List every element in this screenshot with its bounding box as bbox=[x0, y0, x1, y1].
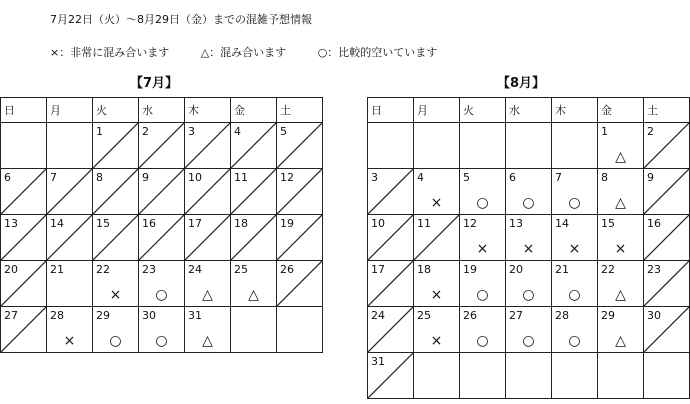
day-cell bbox=[231, 169, 277, 215]
weekday-label: 土 bbox=[280, 104, 291, 117]
crowd-level-mark: △ bbox=[615, 149, 626, 165]
day-cell bbox=[368, 261, 414, 307]
weekday-header bbox=[231, 98, 277, 123]
empty-cell bbox=[414, 353, 460, 399]
empty-cell bbox=[277, 307, 323, 353]
day-cell bbox=[414, 215, 460, 261]
day-number: 12 bbox=[463, 217, 477, 230]
crowd-level-mark: × bbox=[430, 287, 443, 303]
weekday-header bbox=[93, 98, 139, 123]
day-cell bbox=[93, 169, 139, 215]
crowd-level-mark: △ bbox=[615, 195, 626, 211]
weekday-header bbox=[598, 98, 644, 123]
day-number: 29 bbox=[601, 309, 615, 322]
day-cell bbox=[460, 261, 506, 307]
weekday-header-row bbox=[1, 98, 323, 123]
crowd-level-mark: △ bbox=[248, 287, 259, 303]
day-cell bbox=[506, 261, 552, 307]
day-cell bbox=[644, 261, 690, 307]
day-cell bbox=[460, 169, 506, 215]
weekday-header bbox=[460, 98, 506, 123]
day-cell bbox=[139, 169, 185, 215]
empty-cell bbox=[47, 123, 93, 169]
day-number: 19 bbox=[280, 217, 294, 230]
empty-cell bbox=[460, 353, 506, 399]
day-number: 25 bbox=[417, 309, 431, 322]
july-title: 【7月】 bbox=[130, 76, 179, 91]
day-number: 20 bbox=[4, 263, 18, 276]
week-row bbox=[368, 215, 690, 261]
weekday-header bbox=[277, 98, 323, 123]
august-calendar bbox=[367, 97, 690, 399]
day-number: 10 bbox=[188, 171, 202, 184]
page-title: 7月22日（火）〜8月29日（金）までの混雑予想情報 bbox=[50, 13, 312, 26]
day-number: 26 bbox=[463, 309, 477, 322]
day-cell bbox=[277, 169, 323, 215]
weekday-header bbox=[47, 98, 93, 123]
day-number: 18 bbox=[234, 217, 248, 230]
day-number: 12 bbox=[280, 171, 294, 184]
week-row bbox=[368, 123, 690, 169]
day-number: 20 bbox=[509, 263, 523, 276]
day-cell bbox=[414, 169, 460, 215]
day-number: 30 bbox=[142, 309, 156, 322]
week-row bbox=[368, 307, 690, 353]
day-cell bbox=[185, 215, 231, 261]
day-number: 5 bbox=[280, 125, 287, 138]
day-number: 11 bbox=[234, 171, 248, 184]
day-cell bbox=[552, 215, 598, 261]
day-cell bbox=[231, 261, 277, 307]
crowd-level-mark: × bbox=[430, 195, 443, 211]
day-number: 21 bbox=[555, 263, 569, 276]
day-number: 13 bbox=[4, 217, 18, 230]
day-cell bbox=[47, 307, 93, 353]
day-number: 21 bbox=[50, 263, 64, 276]
day-number: 24 bbox=[188, 263, 202, 276]
weekday-label: 水 bbox=[142, 104, 153, 117]
empty-cell bbox=[506, 353, 552, 399]
day-number: 9 bbox=[647, 171, 654, 184]
day-number: 3 bbox=[188, 125, 195, 138]
week-row bbox=[1, 307, 323, 353]
crowd-level-mark: ○ bbox=[522, 195, 535, 211]
crowd-level-mark: ○ bbox=[476, 333, 489, 349]
day-cell bbox=[644, 169, 690, 215]
weekday-label: 水 bbox=[509, 104, 520, 117]
day-cell bbox=[460, 215, 506, 261]
day-cell bbox=[1, 261, 47, 307]
crowd-level-mark: × bbox=[522, 241, 535, 257]
crowd-level-mark: ○ bbox=[522, 333, 535, 349]
day-cell bbox=[93, 215, 139, 261]
day-cell bbox=[552, 169, 598, 215]
crowd-level-mark: ○ bbox=[522, 287, 535, 303]
day-number: 7 bbox=[50, 171, 57, 184]
day-number: 6 bbox=[4, 171, 11, 184]
weekday-header bbox=[506, 98, 552, 123]
crowd-level-mark: ○ bbox=[476, 287, 489, 303]
day-cell bbox=[185, 261, 231, 307]
weekday-label: 月 bbox=[417, 104, 428, 117]
weekday-header bbox=[1, 98, 47, 123]
day-number: 14 bbox=[555, 217, 569, 230]
day-number: 13 bbox=[509, 217, 523, 230]
day-cell bbox=[644, 123, 690, 169]
week-row bbox=[368, 353, 690, 399]
day-number: 17 bbox=[188, 217, 202, 230]
day-cell bbox=[231, 123, 277, 169]
day-number: 25 bbox=[234, 263, 248, 276]
weekday-label: 土 bbox=[647, 104, 658, 117]
day-cell bbox=[185, 307, 231, 353]
crowd-level-mark: ○ bbox=[155, 287, 168, 303]
empty-cell bbox=[368, 123, 414, 169]
empty-cell bbox=[552, 123, 598, 169]
weekday-label: 火 bbox=[463, 104, 474, 117]
day-number: 10 bbox=[371, 217, 385, 230]
legend-symbol: △ bbox=[200, 46, 210, 59]
day-number: 7 bbox=[555, 171, 562, 184]
day-cell bbox=[277, 123, 323, 169]
week-row bbox=[1, 261, 323, 307]
empty-cell bbox=[414, 123, 460, 169]
day-number: 9 bbox=[142, 171, 149, 184]
crowd-level-mark: △ bbox=[615, 287, 626, 303]
week-row bbox=[1, 215, 323, 261]
day-number: 1 bbox=[96, 125, 103, 138]
day-cell bbox=[139, 215, 185, 261]
day-number: 15 bbox=[601, 217, 615, 230]
weekday-label: 木 bbox=[555, 104, 566, 117]
crowd-level-mark: ○ bbox=[568, 287, 581, 303]
day-number: 8 bbox=[96, 171, 103, 184]
day-number: 11 bbox=[417, 217, 431, 230]
weekday-label: 火 bbox=[96, 104, 107, 117]
weekday-label: 金 bbox=[601, 104, 612, 117]
day-cell bbox=[506, 169, 552, 215]
day-number: 5 bbox=[463, 171, 470, 184]
empty-cell bbox=[506, 123, 552, 169]
day-cell bbox=[598, 261, 644, 307]
weekday-header bbox=[414, 98, 460, 123]
legend-text: ：非常に混み合います bbox=[59, 46, 170, 59]
day-number: 22 bbox=[601, 263, 615, 276]
day-number: 26 bbox=[280, 263, 294, 276]
crowd-level-mark: × bbox=[63, 333, 76, 349]
day-cell bbox=[506, 307, 552, 353]
day-cell bbox=[414, 307, 460, 353]
day-number: 4 bbox=[417, 171, 424, 184]
day-cell bbox=[368, 307, 414, 353]
day-number: 22 bbox=[96, 263, 110, 276]
legend-item-crowded bbox=[201, 46, 286, 59]
day-number: 31 bbox=[371, 355, 385, 368]
day-number: 18 bbox=[417, 263, 431, 276]
legend-symbol: ○ bbox=[317, 46, 328, 59]
day-number: 27 bbox=[4, 309, 18, 322]
empty-cell bbox=[552, 353, 598, 399]
weekday-header bbox=[644, 98, 690, 123]
weekday-label: 金 bbox=[234, 104, 245, 117]
day-number: 29 bbox=[96, 309, 110, 322]
legend-text: ：比較的空いています bbox=[327, 46, 438, 59]
day-number: 23 bbox=[647, 263, 661, 276]
day-cell bbox=[277, 215, 323, 261]
week-row bbox=[1, 123, 323, 169]
day-number: 3 bbox=[371, 171, 378, 184]
crowd-level-mark: ○ bbox=[568, 195, 581, 211]
day-number: 16 bbox=[142, 217, 156, 230]
day-number: 4 bbox=[234, 125, 241, 138]
week-row bbox=[368, 169, 690, 215]
empty-cell bbox=[231, 307, 277, 353]
day-cell bbox=[231, 215, 277, 261]
day-cell bbox=[368, 169, 414, 215]
empty-cell bbox=[460, 123, 506, 169]
crowd-level-mark: × bbox=[614, 241, 627, 257]
crowd-level-mark: × bbox=[109, 287, 122, 303]
july-calendar bbox=[0, 97, 323, 353]
crowd-level-mark: △ bbox=[202, 287, 213, 303]
day-number: 2 bbox=[142, 125, 149, 138]
day-cell bbox=[1, 169, 47, 215]
day-number: 19 bbox=[463, 263, 477, 276]
empty-cell bbox=[1, 123, 47, 169]
day-cell bbox=[277, 261, 323, 307]
day-cell bbox=[185, 123, 231, 169]
day-number: 23 bbox=[142, 263, 156, 276]
day-cell bbox=[1, 307, 47, 353]
day-cell bbox=[47, 169, 93, 215]
day-cell bbox=[552, 307, 598, 353]
day-cell bbox=[47, 261, 93, 307]
day-cell bbox=[93, 123, 139, 169]
day-cell bbox=[1, 215, 47, 261]
crowd-level-mark: ○ bbox=[476, 195, 489, 211]
day-cell bbox=[598, 169, 644, 215]
day-number: 31 bbox=[188, 309, 202, 322]
day-number: 6 bbox=[509, 171, 516, 184]
weekday-header bbox=[139, 98, 185, 123]
crowd-level-mark: × bbox=[476, 241, 489, 257]
day-number: 16 bbox=[647, 217, 661, 230]
day-number: 24 bbox=[371, 309, 385, 322]
crowd-level-mark: × bbox=[430, 333, 443, 349]
crowd-level-mark: △ bbox=[202, 333, 213, 349]
day-cell bbox=[185, 169, 231, 215]
august-title: 【8月】 bbox=[497, 76, 546, 91]
weekday-label: 木 bbox=[188, 104, 199, 117]
legend-item-very-crowded bbox=[50, 46, 169, 59]
day-cell bbox=[139, 307, 185, 353]
empty-cell bbox=[644, 353, 690, 399]
day-cell bbox=[598, 307, 644, 353]
crowd-level-mark: △ bbox=[615, 333, 626, 349]
day-cell bbox=[139, 261, 185, 307]
day-cell bbox=[644, 215, 690, 261]
day-cell bbox=[460, 307, 506, 353]
day-cell bbox=[368, 215, 414, 261]
weekday-header bbox=[185, 98, 231, 123]
crowd-level-mark: ○ bbox=[155, 333, 168, 349]
weekday-label: 日 bbox=[4, 104, 15, 117]
day-number: 15 bbox=[96, 217, 110, 230]
day-number: 8 bbox=[601, 171, 608, 184]
day-cell bbox=[552, 261, 598, 307]
day-cell bbox=[414, 261, 460, 307]
legend bbox=[50, 44, 465, 60]
day-number: 30 bbox=[647, 309, 661, 322]
legend-symbol: × bbox=[50, 46, 60, 59]
day-cell bbox=[506, 215, 552, 261]
day-number: 28 bbox=[50, 309, 64, 322]
weekday-header bbox=[552, 98, 598, 123]
day-number: 17 bbox=[371, 263, 385, 276]
legend-item-uncrowded bbox=[318, 46, 438, 59]
day-number: 2 bbox=[647, 125, 654, 138]
legend-text: ：混み合います bbox=[209, 46, 287, 59]
day-cell bbox=[598, 215, 644, 261]
weekday-label: 月 bbox=[50, 104, 61, 117]
day-number: 27 bbox=[509, 309, 523, 322]
day-cell bbox=[368, 353, 414, 399]
crowd-level-mark: × bbox=[568, 241, 581, 257]
day-number: 14 bbox=[50, 217, 64, 230]
day-cell bbox=[93, 261, 139, 307]
weekday-label: 日 bbox=[371, 104, 382, 117]
day-cell bbox=[93, 307, 139, 353]
week-row bbox=[368, 261, 690, 307]
weekday-header bbox=[368, 98, 414, 123]
weekday-header-row bbox=[368, 98, 690, 123]
day-cell bbox=[598, 123, 644, 169]
empty-cell bbox=[598, 353, 644, 399]
week-row bbox=[1, 169, 323, 215]
day-number: 1 bbox=[601, 125, 608, 138]
day-cell bbox=[644, 307, 690, 353]
crowd-level-mark: ○ bbox=[109, 333, 122, 349]
day-number: 28 bbox=[555, 309, 569, 322]
day-cell bbox=[47, 215, 93, 261]
crowd-level-mark: ○ bbox=[568, 333, 581, 349]
day-cell bbox=[139, 123, 185, 169]
